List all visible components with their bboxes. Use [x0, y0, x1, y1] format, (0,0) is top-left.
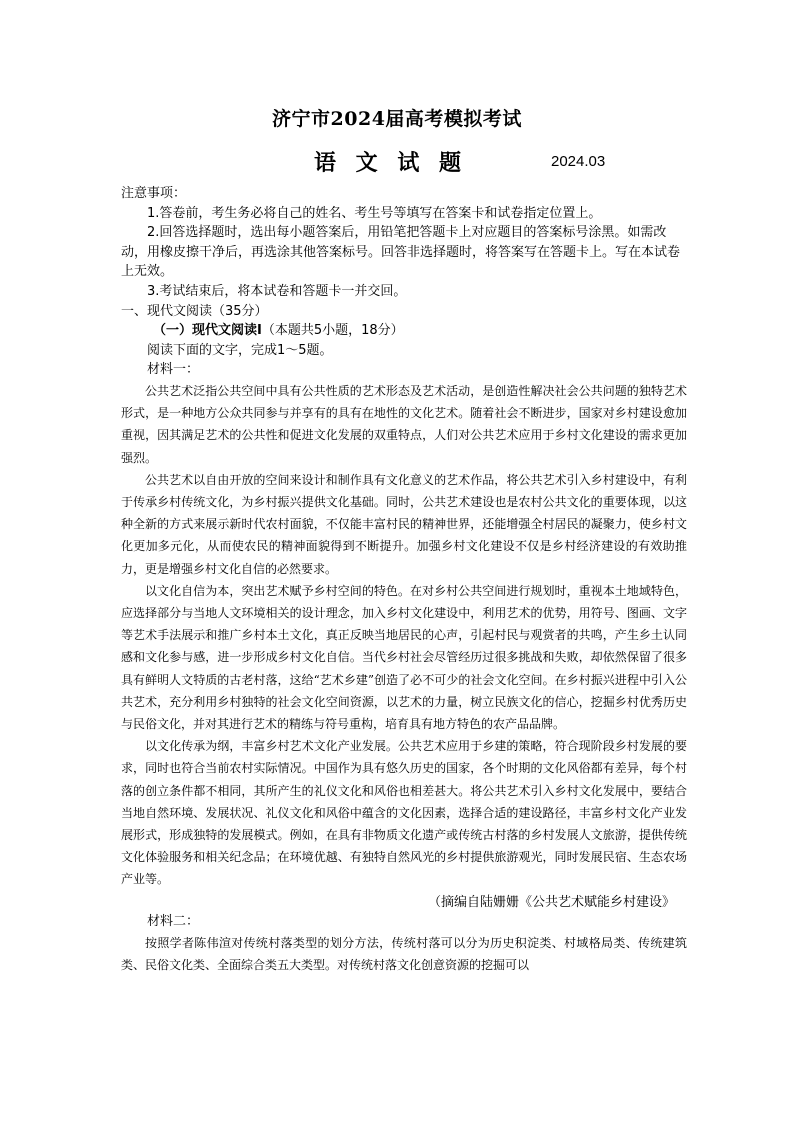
exam-date: 2024.03	[551, 153, 606, 170]
subheading-detail: （本题共5小题，18分）	[261, 323, 404, 339]
material1-source: （摘编自陆姗姗《公共艺术赋能乡村建设》	[427, 894, 675, 910]
notice-heading: 注意事项：	[121, 186, 187, 201]
section-subheading	[121, 321, 687, 341]
material1-paragraph-2: 公共艺术以自由开放的空间来设计和制作具有文化意义的艺术作品，将公共艺术引入乡村建设中，有利于传承乡村传统文化，为乡村振兴提供文化基础。同时，公共艺术建设也是农村公共文化的重要体现，以这种全新的方式来展示新时代农村面貌，不仅能丰富村民的精神世界，还能增强全村居民的凝聚力，使乡村文化更加多元化，从而使农民的精神面貌得到不断提升。加强乡村文化建设不仅是乡村经济建设的有效助推力，更是增强乡村文化自信的必然要求。	[121, 472, 687, 576]
material1-paragraph-3: 以文化自信为本，突出艺术赋予乡村空间的特色。在对乡村公共空间进行规划时，重视本土地域特色，应选择部分与当地人文环境相关的设计理念，加入乡村文化建设中，利用艺术的优势，用符号、图画、文字等艺术手法展示和推广乡村本土文化，真正反映当地居民的心声，引起村民与观赏者的共鸣，产生乡土认同感和文化参与感，进一步形成乡村文化自信。当代乡村社会尽管经历过很多挑战和失败，却依然保留了很多具有鲜明人文特质的古老村落，这给“艺术乡建”创造了必不可少的社会文化空间。在乡村振兴进程中引入公共艺术，充分利用乡村独特的社会文化空间资源，以艺术的力量，树立民族文化的信心，挖掘乡村优秀历史与民俗文化，并对其进行艺术的精练与符号重构，培育具有地方特色的农产品品牌。	[121, 583, 687, 731]
notice-item-2: 2.回答选择题时，选出每小题答案后，用铅笔把答题卡上对应题目的答案标号涂黑。如需改动，用橡皮擦干净后，再选涂其他答案标号。回答非选择题时，将答案写在答题卡上。写在本试卷上无效。	[121, 225, 681, 280]
exam-title: 济宁市2024届高考模拟考试	[272, 108, 522, 130]
notice-item-1: 1.答卷前，考生务必将自己的姓名、考生号等填写在答案卡和试卷指定位置上。	[147, 205, 602, 221]
material1-paragraph-1: 公共艺术泛指公共空间中具有公共性质的艺术形态及艺术活动，是创造性解决社会公共问题的独特艺术形式，是一种地方公众共同参与并享有的具有在地性的文化艺术。随着社会不断进步，国家对乡村建设愈加重视，因其满足艺术的公共性和促进文化发展的双重特点，人们对公共艺术应用于乡村文化建设的需求更加强烈。	[121, 383, 687, 465]
material2-paragraph-1: 按照学者陈伟渲对传统村落类型的划分方法，传统村落可以分为历史积淀类、村域格局类、传统建筑类、民俗文化类、全面综合类五大类型。对传统村落文化创意资源的挖掘可以	[121, 935, 687, 972]
subheading-title: （一）现代文阅读Ⅰ	[153, 323, 262, 339]
notice-item-3: 3.考试结束后，将本试卷和答题卡一并交回。	[147, 283, 407, 299]
section-heading: 一、现代文阅读（35分）	[121, 303, 268, 319]
material1-paragraph-4: 以文化传承为纲，丰富乡村艺术文化产业发展。公共艺术应用于乡建的策略，符合现阶段乡村发展的要求，同时也符合当前农村实际情况。中国作为具有悠久历史的国家，各个时期的文化风俗都有差异，每个村落的创立条件都不相同，其所产生的礼仪文化和风俗也相差甚大。将公共艺术引入乡村文化发展中，要结合当地自然环境、发展状况、礼仪文化和风俗中蕴含的文化因素，选择合适的建设路径，丰富乡村文化产业发展形式，形成独特的发展模式。例如，在具有非物质文化遗产或传统古村落的乡村发展人文旅游，提供传统文化体验服务和相关纪念品；在环境优越、有独特自然风光的乡村提供旅游观光，同时发展民宿、生态农场产业等。	[121, 739, 687, 887]
reading-instruction: 阅读下面的文字，完成1～5题。	[147, 342, 333, 358]
material1-label: 材料一：	[147, 362, 200, 378]
material2-label: 材料二：	[147, 914, 200, 930]
exam-body	[121, 184, 687, 976]
subject-title: 语 文 试 题	[314, 150, 467, 176]
